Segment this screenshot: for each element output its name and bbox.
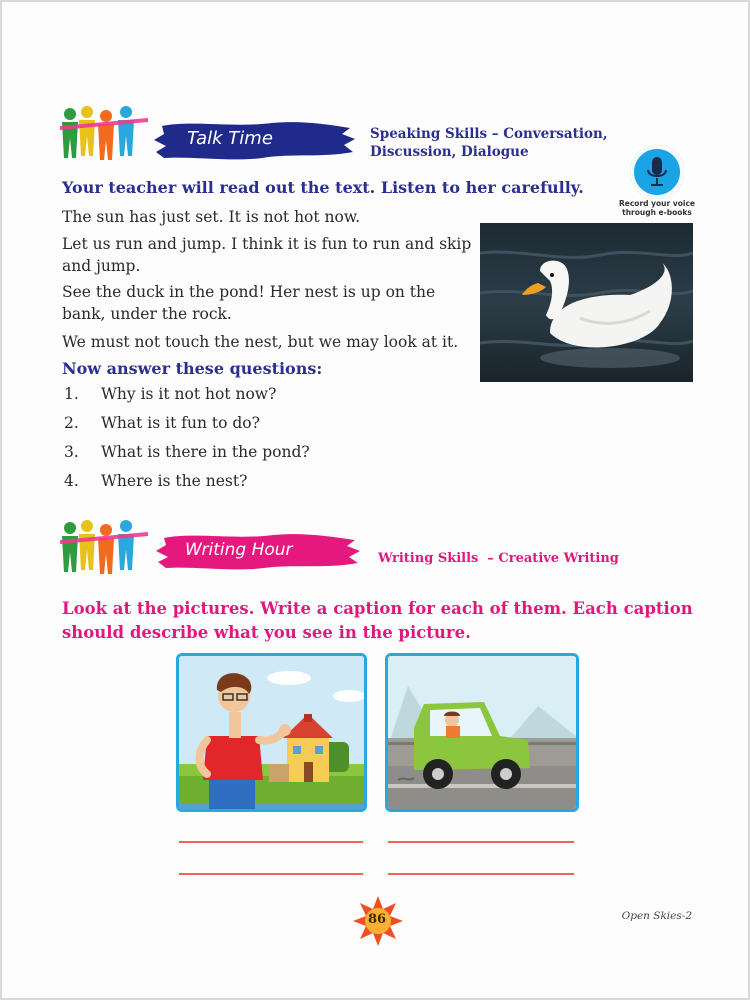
question-number: 3. xyxy=(64,443,79,461)
duck-photo xyxy=(480,223,693,382)
question-item xyxy=(64,383,310,412)
mic-caption: Record your voice through e-books xyxy=(619,199,695,217)
writing-skills-label: Writing Skills – Creative Writing xyxy=(378,551,619,566)
speaking-skills-label: Speaking Skills – Conversation, Discussion, Dialogue xyxy=(370,126,608,160)
question-item xyxy=(64,412,310,441)
question-number: 4. xyxy=(64,472,79,490)
text-paragraph-1: The sun has just set. It is not hot now. xyxy=(62,208,361,226)
writing-hour-title: Writing Hour xyxy=(185,540,293,560)
question-item xyxy=(64,441,310,470)
talk-instruction: Your teacher will read out the text. Listen to her carefully. xyxy=(62,178,584,197)
microphone-icon xyxy=(630,145,684,199)
question-item xyxy=(64,470,310,499)
question-text: Where is the nest? xyxy=(101,472,248,490)
talk-time-title: Talk Time xyxy=(187,128,273,149)
picture-boy-house xyxy=(176,653,367,812)
text-paragraph-4: We must not touch the nest, but we may look at it. xyxy=(62,333,459,351)
question-text: What is it fun to do? xyxy=(101,414,260,432)
children-group-icon xyxy=(60,106,152,162)
caption-line-1a[interactable] xyxy=(179,841,363,843)
questions-heading: Now answer these questions: xyxy=(62,359,323,378)
record-voice-button[interactable] xyxy=(630,145,684,199)
questions-list xyxy=(64,383,310,499)
text-paragraph-2: Let us run and jump. I think it is fun to run and skip and jump. xyxy=(62,235,472,275)
picture-man-car xyxy=(385,653,579,812)
question-number: 2. xyxy=(64,414,79,432)
text-paragraph-3: See the duck in the pond! Her nest is up on the bank, under the rock. xyxy=(62,283,436,323)
writing-instruction: Look at the pictures. Write a caption for each of them. Each caption should describe what you see in the picture. xyxy=(62,599,693,642)
question-text: Why is it not hot now? xyxy=(101,385,277,403)
page-number: 86 xyxy=(368,912,387,927)
question-text: What is there in the pond? xyxy=(101,443,310,461)
caption-line-2a[interactable] xyxy=(388,841,574,843)
caption-line-1b[interactable] xyxy=(179,873,363,875)
question-number: 1. xyxy=(64,385,79,403)
caption-line-2b[interactable] xyxy=(388,873,574,875)
children-group-icon-2 xyxy=(60,520,152,576)
book-title-footer: Open Skies-2 xyxy=(621,910,692,922)
